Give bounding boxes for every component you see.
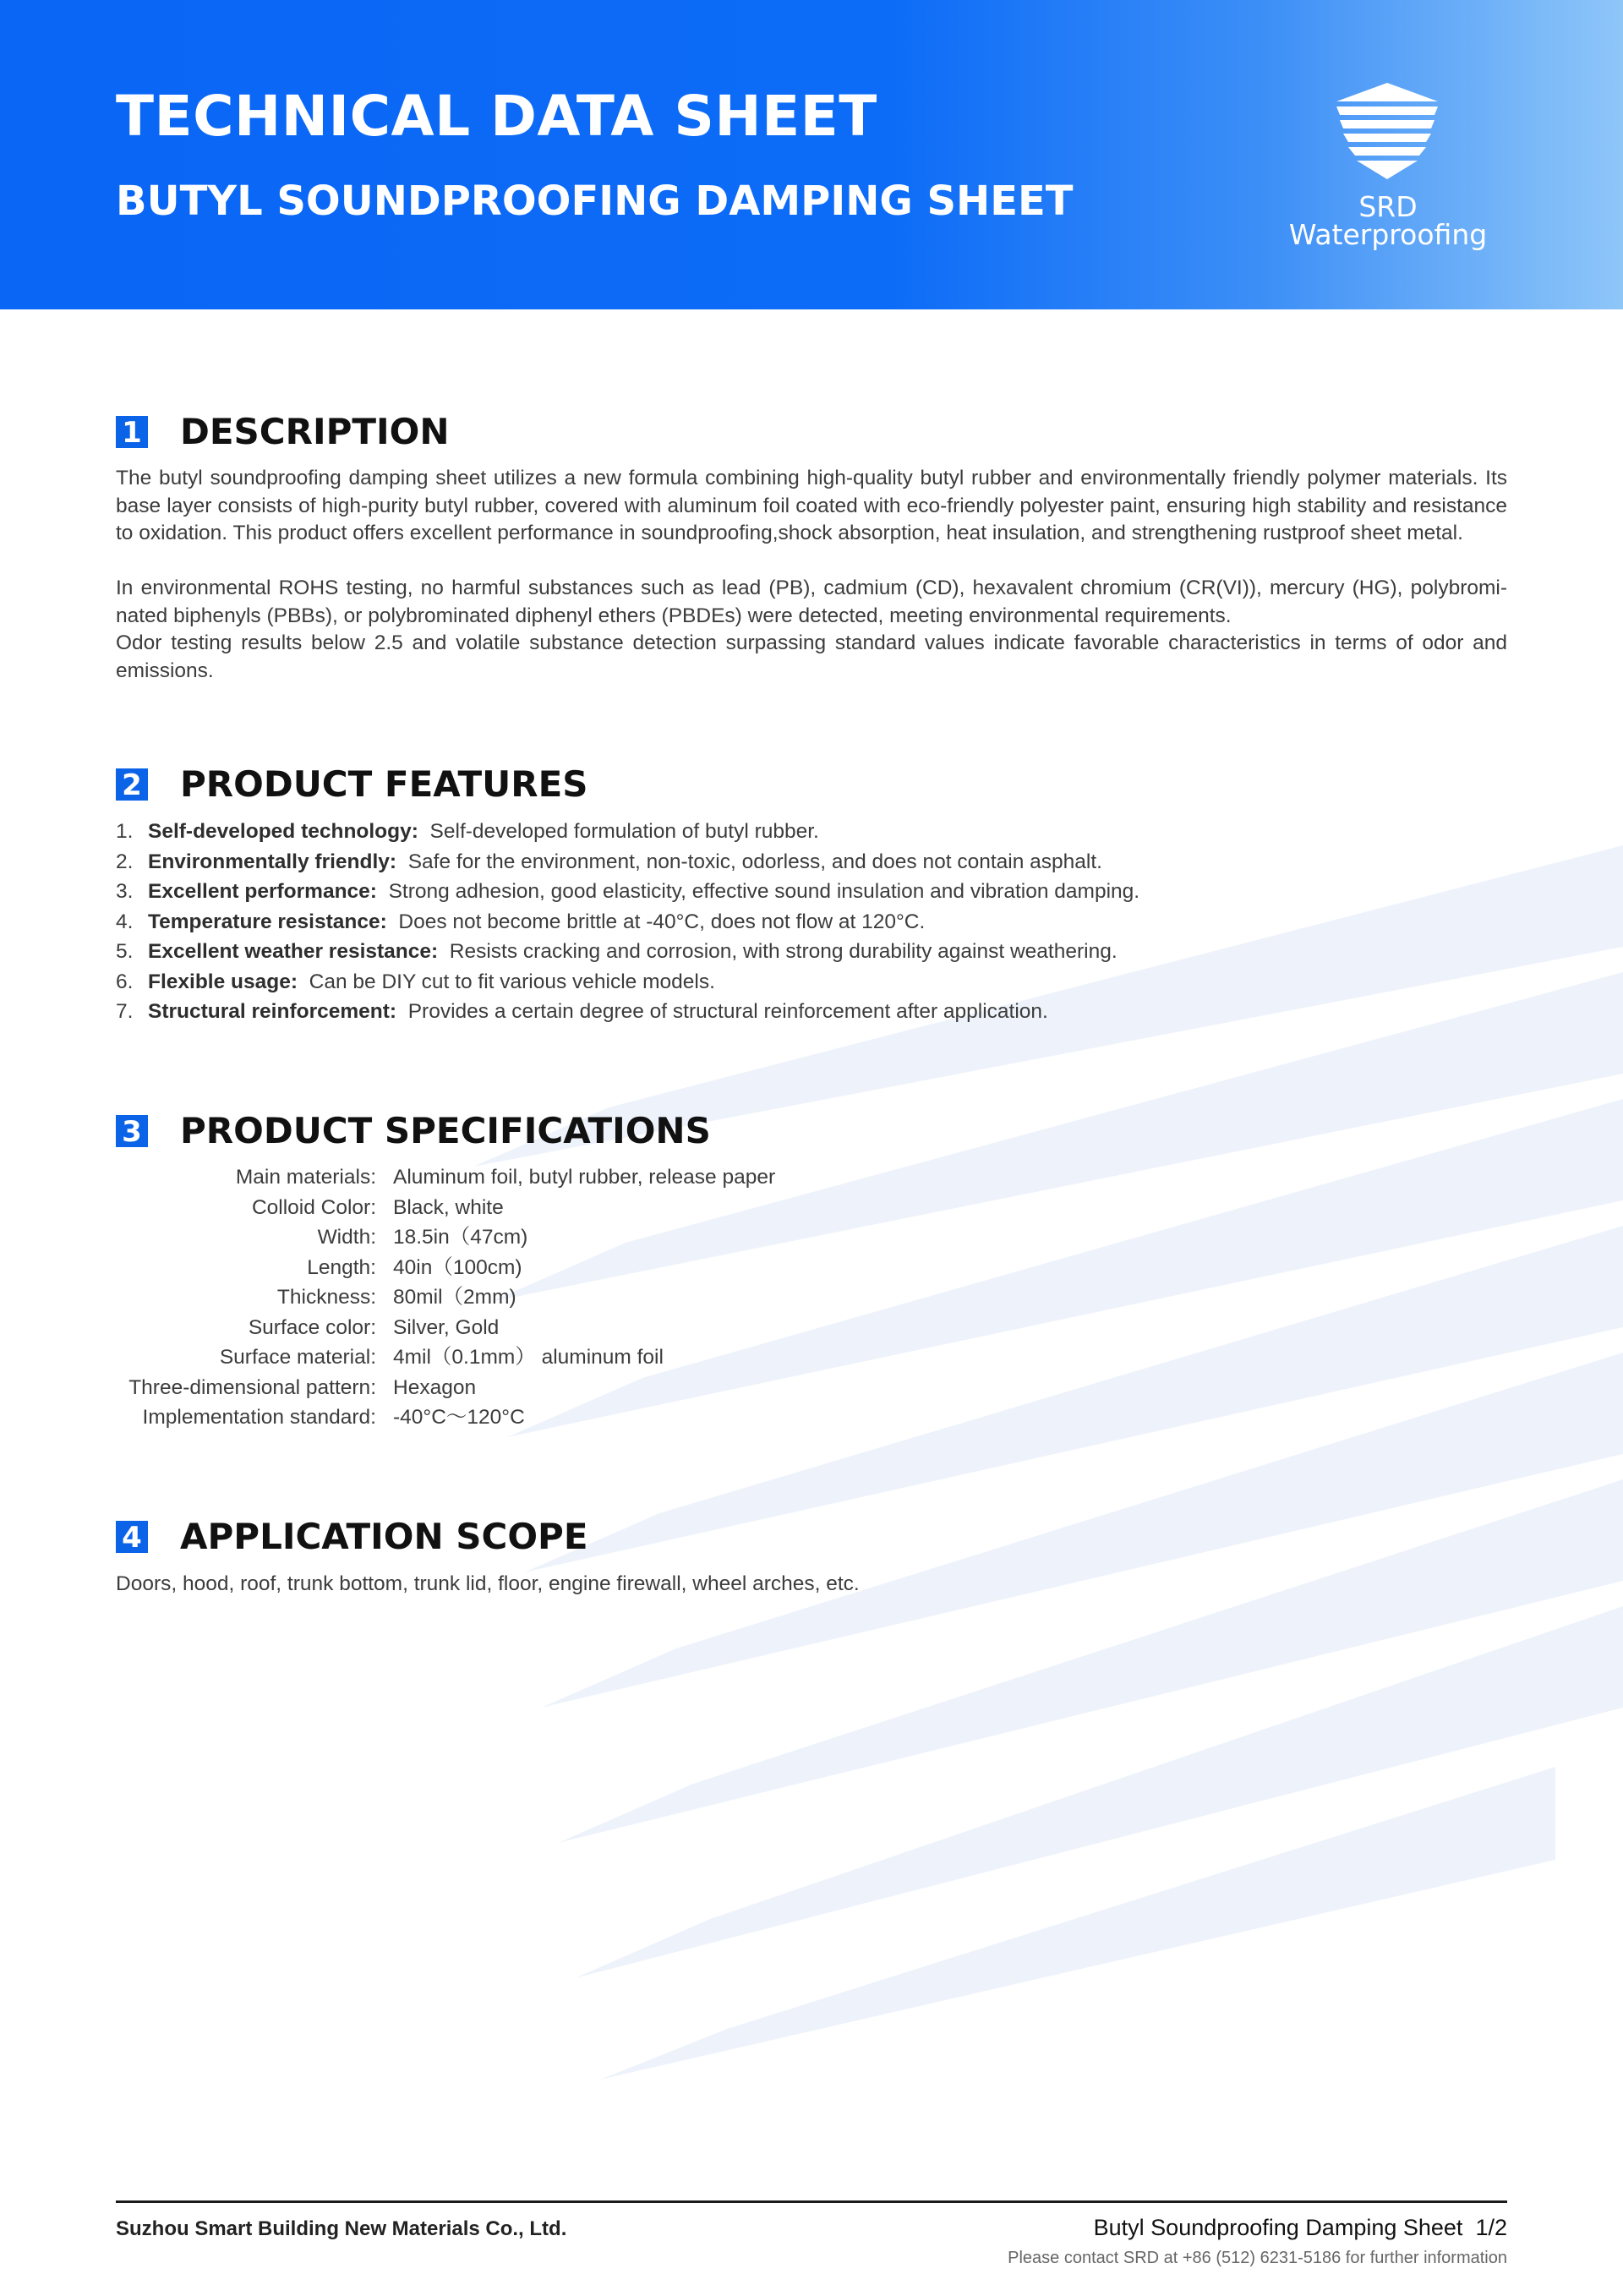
spec-label: Colloid Color: (251, 1195, 376, 1219)
spec-row (116, 1193, 775, 1223)
spec-row (116, 1313, 775, 1343)
spec-label: Surface material: (219, 1346, 376, 1369)
feature-text: Safe for the environment, non-toxic, odorless, and does not contain asphalt. (407, 850, 1102, 873)
spec-value: Aluminum foil, butyl rubber, release paper (393, 1166, 776, 1189)
feature-item: 3. Excellent performance: Strong adhesion, good elasticity, effective sound insulation and vibration damping. (116, 880, 1140, 903)
spec-value: 80mil（2mm) (393, 1286, 516, 1309)
feature-item: 5. Excellent weather resistance: Resists cracking and corrosion, with strong durability against weathering. (116, 940, 1118, 963)
brand-name: SRD Waterproofing (1288, 190, 1488, 251)
feature-title: Flexible usage: (148, 970, 298, 993)
spec-value: -40°C～120°C (393, 1406, 525, 1429)
footer-divider (116, 2200, 1507, 2203)
feature-title: Environmentally friendly: (148, 850, 397, 873)
spec-value: Black, white (393, 1195, 504, 1219)
spec-label: Surface color: (248, 1315, 376, 1339)
feature-item: 2. Environmentally friendly: Safe for the environment, non-toxic, odorless, and does not contain asphalt. (116, 850, 1102, 873)
section-title: PRODUCT FEATURES (180, 763, 588, 805)
feature-text: Strong adhesion, good elasticity, effective sound insulation and vibration damping. (388, 880, 1140, 903)
feature-item: 6. Flexible usage: Can be DIY cut to fit various vehicle models. (116, 970, 715, 993)
feature-item: 1. Self-developed technology: Self-developed formulation of butyl rubber. (116, 820, 819, 843)
footer-contact: Please contact SRD at +86 (512) 6231-5186 for further information (1008, 2249, 1507, 2267)
spec-value: Silver, Gold (393, 1315, 500, 1339)
feature-title: Temperature resistance: (148, 910, 387, 933)
spec-row (116, 1253, 775, 1283)
feature-text: Does not become brittle at -40°C, does not flow at 120°C. (398, 910, 926, 933)
page-number: 1/2 (1475, 2215, 1507, 2240)
spec-label: Main materials: (235, 1166, 376, 1189)
section-number-badge: 1 (116, 416, 148, 448)
spec-label: Width: (317, 1226, 376, 1249)
section-number-badge: 4 (116, 1521, 148, 1553)
header-banner (0, 0, 1623, 309)
spec-row (116, 1162, 775, 1193)
spec-value: 40in（100cm) (393, 1255, 522, 1279)
spec-label: Implementation standard: (142, 1406, 376, 1429)
feature-item: 4. Temperature resistance: Does not become brittle at -40°C, does not flow at 120°C. (116, 910, 926, 933)
description-paragraph: The butyl soundproofing damping sheet utilizes a new formula combining high-quality butyl rubber and environmentally friendly polymer materials. Its base layer consists of high-purity butyl rubber, covered with aluminum foil coated with eco-friendly polyester paint, ensuring high stability and resistance to oxidation. This product offers excellent performance in soundproofing,shock absorption, heat insulation, and strengthening rustproof sheet metal. (116, 467, 1507, 544)
spec-value: 18.5in（47cm) (393, 1226, 528, 1249)
feature-title: Excellent weather resistance: (148, 940, 439, 963)
product-subtitle: BUTYL SOUNDPROOFING DAMPING SHEET (116, 178, 1074, 225)
feature-title: Structural reinforcement: (148, 1000, 397, 1023)
footer-title: Butyl Soundproofing Damping Sheet (1093, 2215, 1463, 2240)
spec-value: Hexagon (393, 1375, 477, 1399)
section-number-badge: 3 (116, 1115, 148, 1147)
specifications-table (116, 1162, 775, 1433)
spec-row (116, 1222, 775, 1253)
spec-row (116, 1282, 775, 1313)
feature-text: Resists cracking and corrosion, with strong durability against weathering. (449, 940, 1118, 963)
footer-company: Suzhou Smart Building New Materials Co., Ltd. (116, 2217, 567, 2240)
section-title: DESCRIPTION (180, 411, 450, 452)
srd-logo-icon (1331, 81, 1443, 181)
section-title: PRODUCT SPECIFICATIONS (180, 1110, 711, 1151)
spec-label: Thickness: (276, 1286, 376, 1309)
background-watermark (456, 828, 1623, 2181)
features-list (116, 817, 1139, 1027)
feature-title: Excellent performance: (148, 880, 377, 903)
feature-item: 7. Structural reinforcement: Provides a certain degree of structural reinforcement after application. (116, 1000, 1048, 1023)
description-paragraph: In environmental ROHS testing, no harmful substances such as lead (PB), cadmium (CD), hexavalent chromium (CR(VI)), mercury (HG), polybromi-nated biphenyls (PBBs), or polybrominated diphenyl ethers (PBDEs) were detected, meeting environmental requirements. (116, 577, 1507, 627)
description-paragraph: Odor testing results below 2.5 and volatile substance detection surpassing standard values indicate favorable characteristics in terms of odor and emissions. (116, 631, 1507, 682)
section-title: APPLICATION SCOPE (180, 1516, 588, 1557)
spec-label: Length: (307, 1255, 376, 1279)
footer-doc-title (1094, 2213, 1507, 2242)
section-number-badge: 2 (116, 768, 148, 801)
spec-row (116, 1342, 775, 1373)
application-text: Doors, hood, roof, trunk bottom, trunk lid, floor, engine firewall, wheel arches, etc. (116, 1572, 860, 1595)
feature-title: Self-developed technology: (148, 820, 418, 843)
spec-row (116, 1373, 775, 1403)
spec-row (116, 1402, 775, 1433)
document-title: TECHNICAL DATA SHEET (116, 84, 877, 149)
feature-text: Can be DIY cut to fit various vehicle models. (309, 970, 715, 993)
feature-text: Provides a certain degree of structural reinforcement after application. (407, 1000, 1048, 1023)
spec-label: Three-dimensional pattern: (128, 1375, 376, 1399)
spec-value: 4mil（0.1mm） aluminum foil (393, 1346, 664, 1369)
feature-text: Self-developed formulation of butyl rubber. (429, 820, 819, 843)
